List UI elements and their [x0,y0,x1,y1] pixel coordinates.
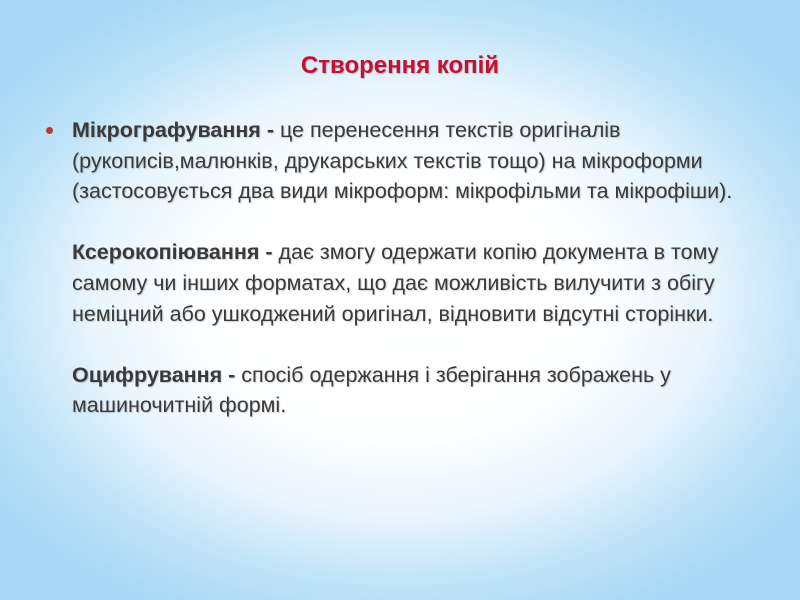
slide-title: Створення копій [300,52,500,79]
paragraph-digitization [72,360,752,421]
content-block [72,115,752,421]
definition-micrography: це перенесення текстів оригіналів (рукописів,малюнків, друкарських текстів тощо) на мікроформи (застосовується два види мікроформ: мікрофільми та мікрофіши). [72,118,733,204]
definition-digitization: спосіб одержання і зберігання зображень у машиночитній формі. [72,362,671,418]
paragraph-xerocopy [72,237,752,329]
term-digitization: Оцифрування - [72,362,242,387]
term-xerocopy: Ксерокопіювання - [72,240,279,265]
bullet-dot-icon [46,127,53,134]
paragraph-micrography [72,115,752,207]
definition-xerocopy: дає змогу одержати копію документа в тому самому чи інших форматах, що дає можливість вилучити з обігу неміцний або ушкоджений оригінал, відновити відсутні сторінки. [72,240,719,326]
term-micrography: Мікрографування - [72,118,280,142]
